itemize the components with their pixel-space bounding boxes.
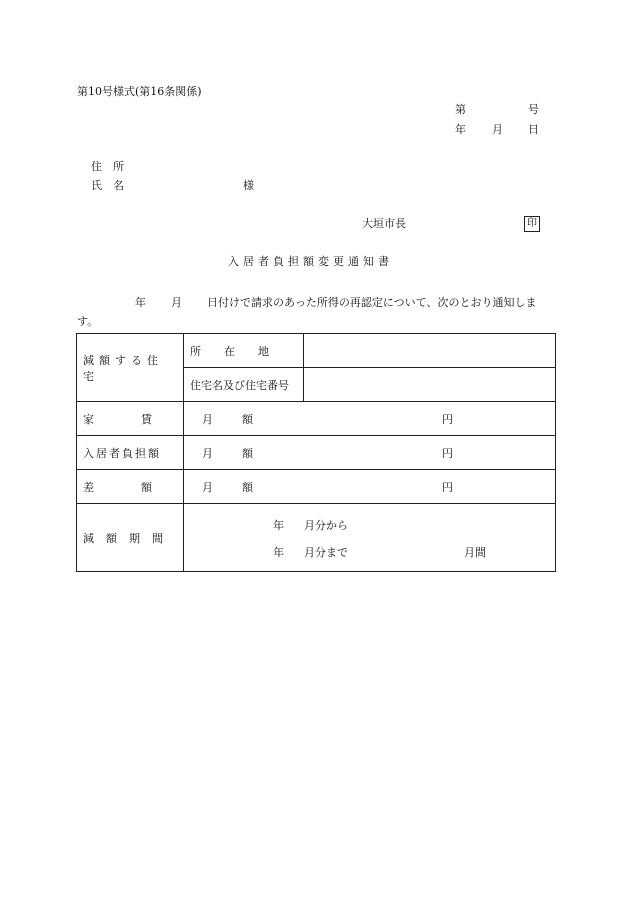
seal-stamp: 印: [524, 216, 540, 232]
form-number-label: 第10号様式(第16条関係): [77, 85, 202, 98]
body-year: 年: [135, 296, 146, 309]
issuer: 大垣市長: [362, 217, 406, 230]
period-to-month: 月分まで: [304, 545, 348, 559]
recipient-name-label: 氏 名: [91, 179, 124, 192]
location-label-cell: [184, 334, 304, 368]
period-months: 月間: [464, 545, 486, 559]
housing-label-cell: [77, 334, 184, 402]
reduction-table: [76, 333, 556, 572]
period-value-cell: [184, 504, 556, 572]
burden-monthly-label: 月: [202, 446, 213, 460]
body-paragraph: [77, 293, 555, 331]
rent-label-cell: [77, 402, 184, 436]
rent-amount-label: 額: [242, 412, 253, 426]
burden-amount-label: 額: [242, 446, 253, 460]
rent-yen: 円: [442, 412, 453, 426]
location-label: 所 在 地: [190, 344, 275, 358]
rent-label: 家 賃: [83, 412, 170, 426]
housing-name-label-cell: [184, 368, 304, 402]
period-to-year: 年: [273, 545, 284, 559]
housing-name-label: 住宅名及び住宅番号: [190, 378, 289, 392]
location-value-cell: [304, 334, 556, 368]
recipient-address-label: 住 所: [91, 160, 124, 173]
housing-name-value-cell: [304, 368, 556, 402]
burden-yen: 円: [442, 446, 453, 460]
date-year: 年: [455, 123, 466, 136]
diff-label: 差 額: [83, 480, 170, 494]
diff-label-cell: [77, 470, 184, 504]
date-day: 日: [528, 123, 539, 136]
document-title: 入居者負担額変更通知書: [228, 255, 393, 268]
document-number-suffix: 号: [528, 103, 539, 116]
burden-label: 入居者負担額: [83, 446, 161, 460]
period-from-year: 年: [273, 518, 284, 532]
burden-label-cell: [77, 436, 184, 470]
honorific: 様: [243, 179, 254, 192]
body-month: 月: [171, 296, 182, 309]
diff-value-cell: [184, 470, 556, 504]
diff-yen: 円: [442, 480, 453, 494]
diff-amount-label: 額: [242, 480, 253, 494]
document-number-prefix: 第: [455, 103, 466, 116]
rent-value-cell: [184, 402, 556, 436]
burden-value-cell: [184, 436, 556, 470]
date-month: 月: [492, 123, 503, 136]
diff-monthly-label: 月: [202, 480, 213, 494]
housing-label: 減額する住宅: [83, 353, 163, 383]
period-label: 減額期間: [83, 531, 175, 545]
body-text: 日付けで請求のあった所得の再認定について、次のとおり通知します。: [77, 296, 537, 328]
rent-monthly-label: 月: [202, 412, 213, 426]
period-from-month: 月分から: [304, 518, 348, 532]
period-label-cell: [77, 504, 184, 572]
